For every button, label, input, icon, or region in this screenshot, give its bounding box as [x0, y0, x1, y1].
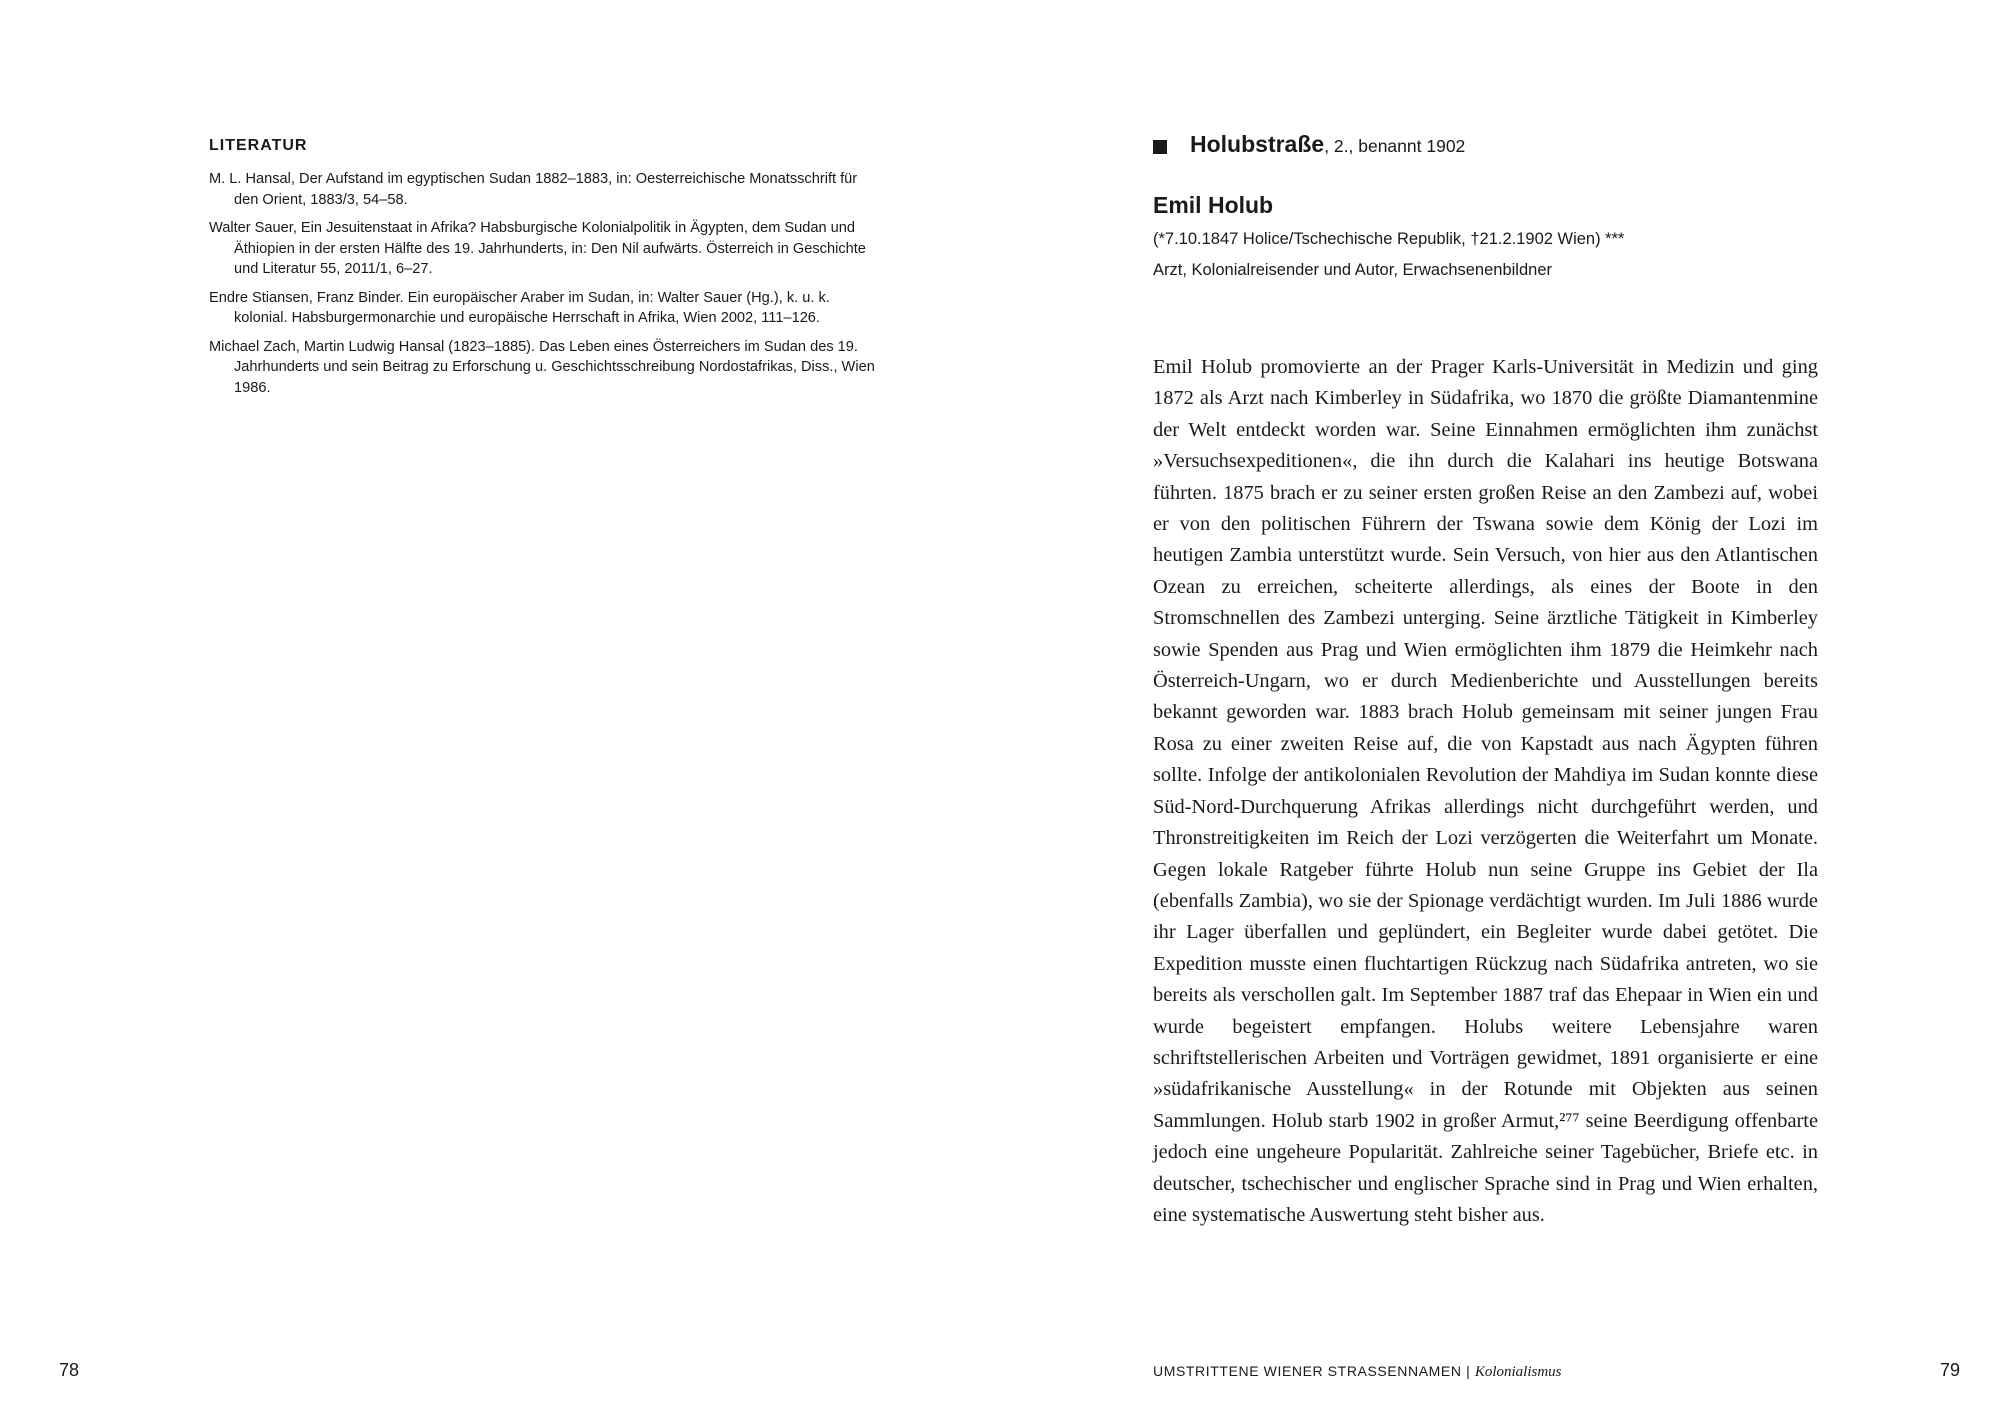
street-name: Holubstraße [1190, 131, 1325, 157]
person-name: Emil Holub [1153, 192, 1274, 218]
reference-item: M. L. Hansal, Der Aufstand im egyptischen Sudan 1882–1883, in: Oesterreichische Monatsschrift für den Orient, 1883/3, 54–58. [209, 171, 858, 208]
running-header-title: UMSTRITTENE WIENER STRASSENNAMEN [1153, 1363, 1462, 1379]
square-bullet-icon [1153, 140, 1167, 154]
running-header [1153, 1363, 1562, 1381]
street-heading [1190, 131, 1465, 158]
page-number-right: 79 [1940, 1360, 1961, 1380]
page-number-left: 78 [59, 1360, 80, 1380]
person-dates: (*7.10.1847 Holice/Tschechische Republik, †21.2.1902 Wien) *** [1153, 230, 1625, 248]
street-meta: , 2., benannt 1902 [1324, 136, 1466, 156]
person-role: Arzt, Kolonialreisender und Autor, Erwachsenenbildner [1153, 261, 1552, 279]
running-header-section: Kolonialismus [1474, 1364, 1562, 1380]
literature-heading: LITERATUR [209, 137, 308, 154]
running-header-separator: | [1466, 1363, 1471, 1379]
reference-item: Endre Stiansen, Franz Binder. Ein europäischer Araber im Sudan, in: Walter Sauer (Hg.), k. u. k. kolonial. Habsburgermonarchie und europäische Herrschaft in Afrika, Wien 2002, 111–126. [209, 289, 830, 326]
reference-list [209, 169, 877, 406]
reference-item: Michael Zach, Martin Ludwig Hansal (1823–1885). Das Leben eines Österreichers im Sudan des 19. Jahrhunderts und sein Beitrag zu Erforschung u. Geschichtsschreibung Nordostafrikas, Diss., Wien 1986. [209, 338, 875, 396]
body-paragraph: Emil Holub promovierte an der Prager Karls-Universität in Medizin und ging 1872 als Arzt nach Kimberley in Südafrika, wo 1870 die größte Diamantenmine der Welt entdeckt worden war. Seine Einnahmen ermöglichten ihm zunächst »Versuchsexpeditionen«, die ihn durch die Kalahari ins heutige Botswana führten. 1875 brach er zu seiner ersten großen Reise an den Zambezi auf, wobei er von den politischen Führern der Tswana sowie dem König der Lozi im heutigen Zambia unterstützt wurde. Sein Versuch, von hier aus den Atlantischen Ozean zu erreichen, scheiterte allerdings, als eines der Boote in den Stromschnellen des Zambezi unterging. Seine ärztliche Tätigkeit in Kimberley sowie Spenden aus Prag und Wien ermöglichten ihm 1879 die Heimkehr nach Österreich-Ungarn, wo er durch Medienberichte und Ausstellungen bereits bekannt geworden war. 1883 brach Holub gemeinsam mit seiner jungen Frau Rosa zu einer zweiten Reise auf, die von Kapstadt aus nach Ägypten führen sollte. Infolge der antikolonialen Revolution der Mahdiya im Sudan konnte diese Süd-Nord-Durchquerung Afrikas allerdings nicht durchgeführt werden, und Thronstreitigkeiten im Reich der Lozi verzögerten die Weiterfahrt um Monate. Gegen lokale Ratgeber führte Holub nun seine Gruppe ins Gebiet der Ila (ebenfalls Zambia), wo sie der Spionage verdächtigt wurden. Im Juli 1886 wurde ihr Lager überfallen und geplündert, ein Begleiter wurde dabei getötet. Die Expedition musste einen fluchtartigen Rückzug nach Südafrika antreten, wo sie bereits als verschollen galt. Im September 1887 traf das Ehepaar in Wien ein und wurde begeistert empfangen. Holubs weitere Lebensjahre waren schriftstellerischen Arbeiten und Vorträgen gewidmet, 1891 organisierte er eine »südafrikanische Ausstellung« in der Rotunde mit Objekten aus seinen Sammlungen. Holub starb 1902 in großer Armut,²⁷⁷ seine Beerdigung offenbarte jedoch eine ungeheure Popularität. Zahlreiche seiner Tagebücher, Briefe etc. in deutscher, tschechischer und englischer Sprache sind in Prag und Wien erhalten, eine systematische Auswertung steht bisher aus. [1153, 356, 1818, 1226]
reference-item: Walter Sauer, Ein Jesuitenstaat in Afrika? Habsburgische Kolonialpolitik in Ägypten, dem Sudan und Äthiopien in der ersten Hälfte des 19. Jahrhunderts, in: Den Nil aufwärts. Österreich in Geschichte und Literatur 55, 2011/1, 6–27. [209, 220, 866, 277]
